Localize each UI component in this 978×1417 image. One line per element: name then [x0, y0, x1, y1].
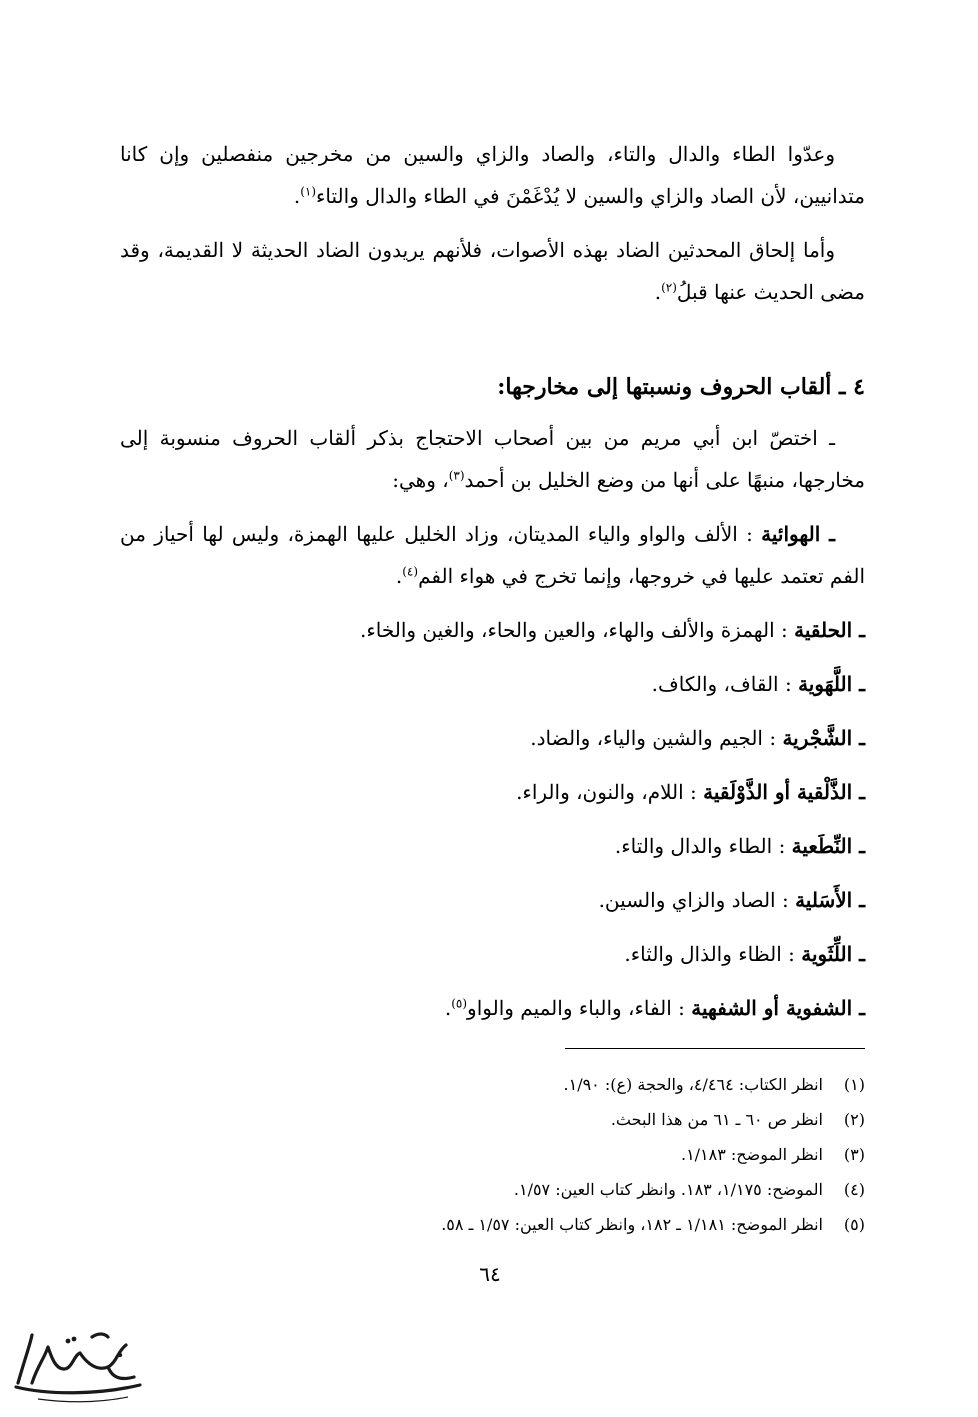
- calligraphy-stamp-logo: [8, 1325, 148, 1405]
- footnote-text: انظر ص ٦٠ ـ ٦١ من هذا البحث.: [610, 1110, 823, 1129]
- footnote: [300, 1172, 865, 1207]
- item-desc: : الصاد والزاي والسين.: [598, 888, 789, 912]
- footnote-ref-5: (٥): [451, 996, 468, 1011]
- list-item: [120, 609, 865, 651]
- paragraph-1-text: وعدّوا الطاء والدال والتاء، والصاد والزاي والسين من مخرجين منفصلين وإن كانا متدانيين، لأن الصاد والزاي والسين لا يُدْغَمْنَ في الطاء والدال والتاء: [120, 142, 865, 208]
- footnote-ref-1: (١): [300, 184, 317, 199]
- footnote-number: (١): [843, 1075, 865, 1094]
- footnote-text: انظر الموضح: ١/١٨٣.: [680, 1145, 823, 1164]
- footnote-number: (٥): [843, 1215, 865, 1234]
- intro-end: ، وهي:: [392, 468, 449, 492]
- paragraph-2-end: .: [654, 280, 662, 304]
- paragraph-1-end: .: [293, 184, 301, 208]
- intro-text: ـ اختصّ ابن أبي مريم من بين أصحاب الاحتجاج بذكر ألقاب الحروف منسوبة إلى مخارجها، منبهًا على أنها من وضع الخليل بن أحمد: [120, 426, 865, 492]
- footnote-divider: [565, 1048, 865, 1049]
- item-term: ـ الشَّجْرية: [782, 726, 865, 750]
- item-desc: : الفاء، والباء والميم والواو: [467, 996, 685, 1020]
- footnote: [300, 1207, 865, 1242]
- list-item: [120, 513, 865, 597]
- item-term: ـ الشفوية أو الشفهية: [691, 996, 865, 1020]
- list-item: [120, 879, 865, 921]
- item-desc: : الظاء والذال والثاء.: [624, 942, 795, 966]
- item-term: ـ اللِّثَوية: [801, 942, 865, 966]
- item-desc: : الألف والواو والياء المديتان، وزاد الخليل عليها الهمزة، وليس لها أحياز من الفم تعتمد عليها في خروجها، وإنما تخرج في هواء الفم: [120, 522, 865, 588]
- item-end: .: [444, 996, 452, 1020]
- footnote: [300, 1067, 865, 1102]
- main-text: [120, 133, 865, 1041]
- footnote: [300, 1102, 865, 1137]
- footnote: [300, 1137, 865, 1172]
- item-term: ـ اللَّهَوية: [798, 672, 865, 696]
- intro-paragraph: [120, 417, 865, 501]
- paragraph-2-text: وأما إلحاق المحدثين الضاد بهذه الأصوات، فلأنهم يريدون الضاد الحديثة لا القديمة، وقد مضى الحديث عنها قبلُ: [120, 238, 865, 304]
- item-term: ـ النِّطَعية: [791, 834, 865, 858]
- list-item: [120, 825, 865, 867]
- item-desc: : الهمزة والألف والهاء، والعين والحاء، والغين والخاء.: [359, 618, 788, 642]
- footnote-ref-2: (٢): [661, 280, 677, 295]
- item-desc: : الجيم والشين والياء، والضاد.: [530, 726, 777, 750]
- list-item: [120, 771, 865, 813]
- footnote-text: الموضح: ١/١٧٥، ١٨٣. وانظر كتاب العين: ١/٥٧.: [513, 1180, 823, 1199]
- page-number: ٦٤: [479, 1262, 501, 1286]
- section-heading: ٤ ـ ألقاب الحروف ونسبتها إلى مخارجها:: [497, 374, 865, 400]
- footnotes: [300, 1067, 865, 1242]
- paragraph-1: [120, 133, 865, 217]
- item-term: ـ الحلقية: [794, 618, 865, 642]
- footnote-number: (٢): [843, 1110, 865, 1129]
- list-item: [120, 933, 865, 975]
- item-term: ـ الهوائية: [761, 522, 835, 546]
- item-end: .: [395, 564, 403, 588]
- list-item: [120, 987, 865, 1029]
- footnote-ref-4: (٤): [402, 564, 419, 579]
- footnote-text: انظر الكتاب: ٤/٤٦٤، والحجة (ع): ١/٩٠.: [563, 1075, 823, 1094]
- item-term: ـ الذَّلْقية أو الذَّوْلَقية: [703, 780, 865, 804]
- footnote-text: انظر الموضح: ١/١٨١ ـ ١٨٢، وانظر كتاب العين: ١/٥٧ ـ ٥٨.: [441, 1215, 823, 1234]
- footnote-ref-3: (٣): [448, 468, 465, 483]
- list-item: [120, 717, 865, 759]
- item-term: ـ الأَسَلية: [795, 888, 865, 912]
- footnote-number: (٣): [843, 1145, 865, 1164]
- item-desc: : اللام، والنون، والراء.: [516, 780, 697, 804]
- paragraph-2: [120, 229, 865, 313]
- item-desc: : الطاء والدال والتاء.: [614, 834, 786, 858]
- item-desc: : القاف، والكاف.: [651, 672, 792, 696]
- footnote-number: (٤): [843, 1180, 865, 1199]
- list-item: [120, 663, 865, 705]
